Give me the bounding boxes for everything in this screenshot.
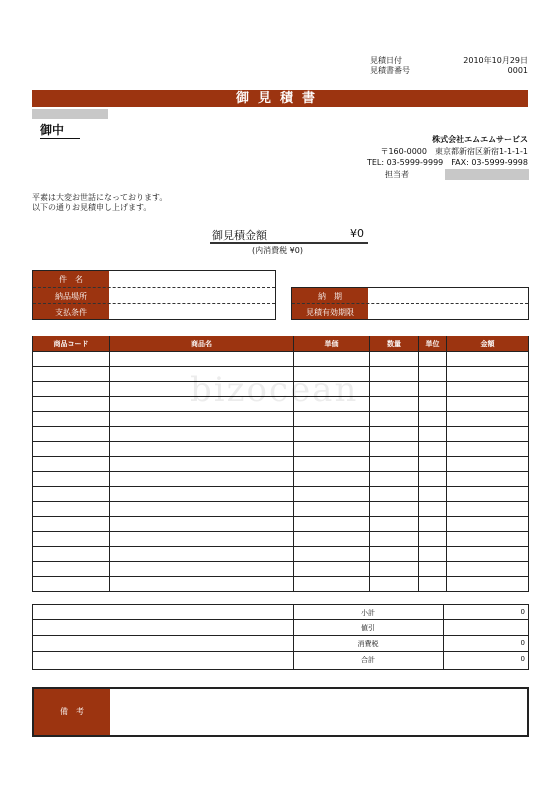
table-cell[interactable] [419, 397, 447, 412]
table-cell[interactable] [447, 547, 529, 562]
summary-row-discount [32, 620, 529, 636]
delivery-info-box [291, 287, 529, 320]
table-cell[interactable] [110, 487, 294, 502]
table-cell[interactable] [370, 487, 419, 502]
table-cell[interactable] [33, 562, 110, 577]
table-cell[interactable] [33, 412, 110, 427]
table-cell[interactable] [110, 442, 294, 457]
table-cell[interactable] [110, 457, 294, 472]
table-cell[interactable] [447, 577, 529, 592]
table-row[interactable] [33, 472, 529, 487]
table-cell[interactable] [294, 532, 370, 547]
table-cell[interactable] [447, 442, 529, 457]
table-cell[interactable] [370, 412, 419, 427]
estimate-date-label: 見積日付 [370, 56, 402, 65]
field-label-subject: 件 名 [59, 275, 83, 284]
company-address: 〒160-0000 東京都新宿区新宿1-1-1-1 [380, 147, 528, 156]
table-cell[interactable] [447, 487, 529, 502]
greeting-line-2: 以下の通りお見積申し上げます。 [32, 203, 152, 212]
table-cell[interactable] [294, 442, 370, 457]
table-cell[interactable] [110, 352, 294, 367]
person-name-field[interactable] [445, 169, 529, 180]
table-cell[interactable] [370, 457, 419, 472]
header-quantity: 数量 [370, 336, 419, 352]
table-cell[interactable] [33, 457, 110, 472]
company-name: 株式会社エムエムサービス [432, 135, 528, 144]
table-cell[interactable] [370, 547, 419, 562]
table-cell[interactable] [33, 397, 110, 412]
table-cell[interactable] [419, 352, 447, 367]
table-cell[interactable] [110, 412, 294, 427]
header-product-name: 商品名 [110, 336, 294, 352]
table-cell[interactable] [447, 367, 529, 382]
table-cell[interactable] [419, 427, 447, 442]
table-cell[interactable] [370, 577, 419, 592]
table-cell[interactable] [294, 457, 370, 472]
table-cell[interactable] [33, 517, 110, 532]
table-cell[interactable] [370, 442, 419, 457]
field-label-valid-until: 見積有効期限 [306, 308, 354, 317]
header-unit-price: 単価 [294, 336, 370, 352]
table-cell[interactable] [419, 487, 447, 502]
table-header-row [33, 336, 529, 352]
table-row[interactable] [33, 502, 529, 517]
table-row[interactable] [33, 487, 529, 502]
greeting-line-1: 平素は大変お世話になっております。 [32, 193, 168, 202]
table-cell[interactable] [447, 427, 529, 442]
table-cell[interactable] [370, 532, 419, 547]
field-label-delivery-place: 納品場所 [55, 292, 87, 301]
estimate-number-label: 見積書番号 [370, 66, 410, 75]
table-cell[interactable] [33, 367, 110, 382]
table-cell[interactable] [370, 367, 419, 382]
table-cell[interactable] [294, 472, 370, 487]
table-cell[interactable] [33, 532, 110, 547]
summary-value: 0 [520, 655, 525, 663]
table-row[interactable] [33, 457, 529, 472]
field-label-payment-terms: 支払条件 [55, 308, 87, 317]
header-product-code: 商品コード [33, 336, 110, 352]
summary-label: 値引 [361, 624, 375, 632]
field-label-delivery-date: 納 期 [318, 292, 342, 301]
remarks-label: 備 考 [34, 689, 110, 735]
watermark-logo: bizocean [190, 370, 359, 410]
table-cell[interactable] [370, 397, 419, 412]
table-cell[interactable] [294, 502, 370, 517]
table-cell[interactable] [370, 472, 419, 487]
table-cell[interactable] [447, 517, 529, 532]
table-cell[interactable] [447, 457, 529, 472]
table-cell[interactable] [33, 577, 110, 592]
table-cell[interactable] [370, 352, 419, 367]
summary-row-subtotal [32, 604, 529, 620]
table-cell[interactable] [294, 352, 370, 367]
table-cell[interactable] [419, 562, 447, 577]
table-row[interactable] [33, 577, 529, 592]
table-cell[interactable] [370, 382, 419, 397]
table-cell[interactable] [33, 427, 110, 442]
table-cell[interactable] [419, 367, 447, 382]
table-cell[interactable] [447, 382, 529, 397]
table-cell[interactable] [33, 472, 110, 487]
header-amount: 金額 [447, 336, 529, 352]
table-cell[interactable] [419, 517, 447, 532]
table-cell[interactable] [447, 562, 529, 577]
table-cell[interactable] [294, 412, 370, 427]
table-cell[interactable] [419, 472, 447, 487]
table-cell[interactable] [294, 487, 370, 502]
table-cell[interactable] [33, 502, 110, 517]
project-info-box [32, 270, 276, 320]
summary-value: 0 [520, 639, 525, 647]
delivery-date-input[interactable] [370, 289, 526, 302]
table-cell[interactable] [447, 352, 529, 367]
estimate-date-value: 2010年10月29日 [463, 56, 528, 65]
table-cell[interactable] [33, 382, 110, 397]
table-cell[interactable] [294, 577, 370, 592]
amount-block [210, 227, 368, 244]
table-cell[interactable] [294, 427, 370, 442]
summary-label: 消費税 [357, 640, 379, 648]
table-cell[interactable] [447, 397, 529, 412]
remarks-box [32, 687, 529, 737]
table-cell[interactable] [419, 442, 447, 457]
table-cell[interactable] [370, 502, 419, 517]
table-cell[interactable] [370, 427, 419, 442]
tax-note: (内消費税 ¥0) [252, 246, 303, 255]
summary-label: 小計 [361, 609, 375, 617]
remarks-input[interactable] [112, 691, 524, 733]
table-cell[interactable] [33, 442, 110, 457]
table-cell[interactable] [33, 487, 110, 502]
table-row[interactable] [33, 547, 529, 562]
table-cell[interactable] [110, 547, 294, 562]
amount-value: ¥0 [350, 227, 364, 240]
payment-terms-input[interactable] [111, 304, 273, 318]
table-cell[interactable] [110, 577, 294, 592]
estimate-number-value: 0001 [507, 66, 528, 75]
table-cell[interactable] [370, 562, 419, 577]
table-row[interactable] [33, 442, 529, 457]
summary-value: 0 [520, 608, 525, 616]
table-cell[interactable] [294, 517, 370, 532]
table-cell[interactable] [419, 547, 447, 562]
table-cell[interactable] [294, 547, 370, 562]
company-contact: TEL: 03-5999-9999 FAX: 03-5999-9998 [366, 158, 528, 167]
document-title: 御見積書 [32, 90, 528, 107]
table-cell[interactable] [110, 517, 294, 532]
recipient-name-field[interactable] [32, 109, 108, 119]
table-cell[interactable] [110, 472, 294, 487]
table-cell[interactable] [419, 502, 447, 517]
table-cell[interactable] [419, 382, 447, 397]
table-row[interactable] [33, 562, 529, 577]
table-cell[interactable] [110, 502, 294, 517]
table-cell[interactable] [447, 472, 529, 487]
summary-label: 合計 [361, 656, 375, 664]
table-row[interactable] [33, 517, 529, 532]
person-label: 担当者 [385, 170, 409, 179]
summary-row-tax [32, 636, 529, 652]
table-cell[interactable] [447, 532, 529, 547]
table-cell[interactable] [33, 352, 110, 367]
table-cell[interactable] [294, 562, 370, 577]
table-row[interactable] [33, 532, 529, 547]
table-row[interactable] [33, 352, 529, 367]
amount-label: 御見積金額 [212, 229, 267, 242]
delivery-place-input[interactable] [111, 288, 273, 302]
table-cell[interactable] [110, 532, 294, 547]
table-cell[interactable] [419, 412, 447, 427]
table-cell[interactable] [419, 577, 447, 592]
divider [292, 303, 528, 304]
table-cell[interactable] [33, 547, 110, 562]
table-row[interactable] [33, 412, 529, 427]
header-unit: 単位 [419, 336, 447, 352]
table-cell[interactable] [370, 517, 419, 532]
summary-row-total [32, 652, 529, 670]
recipient-suffix: 御中 [40, 121, 80, 139]
subject-input[interactable] [111, 272, 273, 286]
table-row[interactable] [33, 427, 529, 442]
table-cell[interactable] [110, 427, 294, 442]
table-cell[interactable] [419, 532, 447, 547]
valid-until-input[interactable] [370, 305, 526, 318]
table-cell[interactable] [419, 457, 447, 472]
table-cell[interactable] [447, 412, 529, 427]
table-cell[interactable] [447, 502, 529, 517]
table-cell[interactable] [110, 562, 294, 577]
